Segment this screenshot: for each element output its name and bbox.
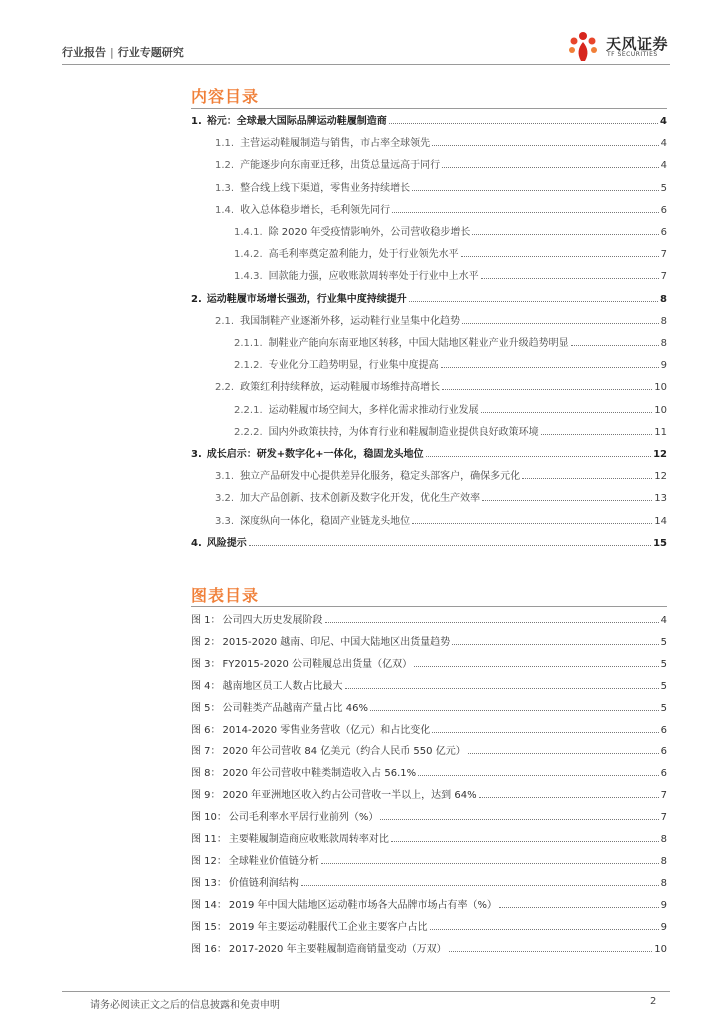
contents-title: 内容目录 — [191, 87, 260, 106]
entry-page-number: 8 — [660, 877, 667, 889]
entry-number: 图 9： — [191, 790, 221, 802]
entry-text: 收入总体稳步增长，毛利领先同行 — [240, 204, 391, 216]
dot-leader — [391, 832, 659, 842]
figure-entry[interactable] — [191, 744, 667, 759]
toc-entry[interactable] — [191, 536, 667, 551]
entry-number: 2.1.2. — [234, 360, 263, 372]
entry-page-number: 5 — [660, 182, 667, 194]
entry-number: 4. — [191, 537, 202, 549]
entry-page-number: 10 — [654, 382, 667, 394]
dot-leader — [462, 314, 659, 324]
entry-page-number: 11 — [654, 426, 667, 438]
entry-number: 图 7： — [191, 746, 221, 758]
entry-text: 成长启示：研发+数字化+一体化，稳固龙头地位 — [206, 449, 424, 460]
entry-label — [191, 789, 477, 803]
entry-page-number: 9 — [660, 899, 667, 911]
entry-page-number: 4 — [660, 615, 667, 626]
figure-entry[interactable] — [191, 810, 667, 825]
contents-title-divider — [191, 108, 667, 109]
entry-text: 加大产品创新、技术创新及数字化开发，优化生产效率 — [240, 493, 481, 505]
logo-mark-icon — [566, 30, 604, 64]
entry-label — [191, 115, 387, 129]
entry-number: 2.2. — [215, 382, 235, 394]
entry-text: 2020 年亚洲地区收入约占公司营收一半以上，达到 64% — [222, 790, 477, 802]
entry-text: 2017-2020 年主要鞋履制造商销量变动（万双） — [228, 943, 447, 955]
entry-label — [191, 855, 319, 869]
dot-leader — [449, 942, 653, 952]
entry-number: 图 2： — [191, 636, 221, 648]
toc-entry[interactable] — [191, 469, 667, 484]
entry-label — [191, 833, 389, 847]
entry-label — [191, 636, 450, 650]
entry-text: 运动鞋履市场增长强劲，行业集中度持续提升 — [206, 293, 407, 305]
dot-leader — [301, 876, 659, 886]
dot-leader — [522, 469, 652, 479]
entry-number: 3.1. — [215, 471, 235, 483]
figure-entry[interactable] — [191, 898, 667, 913]
entry-label — [191, 293, 407, 307]
dot-leader — [472, 225, 658, 235]
entry-text: 公司鞋类产品越南产量占比 46% — [222, 702, 368, 714]
entry-label — [191, 943, 447, 957]
entry-label — [215, 159, 440, 173]
entry-number: 图 16： — [191, 943, 227, 955]
toc-entry[interactable] — [191, 514, 667, 529]
entry-label — [191, 745, 466, 759]
dot-leader — [426, 447, 652, 457]
entry-text: 独立产品研发中心提供差异化服务，稳定头部客户，确保多元化 — [240, 471, 521, 483]
entry-number: 1. — [191, 116, 202, 127]
entry-text: 高毛利率奠定盈利能力，处于行业领先水平 — [268, 249, 459, 261]
entry-number: 2.1. — [215, 315, 235, 327]
entry-number: 2.1.1. — [234, 338, 263, 349]
entry-label — [215, 470, 520, 484]
entry-label — [191, 680, 343, 694]
entry-label — [215, 204, 390, 218]
entry-text: 除 2020 年受疫情影响外，公司营收稳步增长 — [268, 227, 471, 238]
toc-entry[interactable] — [191, 114, 667, 129]
entry-label — [191, 811, 378, 825]
entry-number: 1.4.1. — [234, 227, 263, 238]
entry-page-number: 8 — [660, 855, 667, 867]
toc-entry[interactable] — [191, 425, 667, 440]
entry-text: 深度纵向一体化，稳固产业链龙头地位 — [240, 515, 411, 527]
entry-label — [191, 537, 247, 551]
entry-page-number: 6 — [660, 768, 667, 780]
entry-text: 价值链利润结构 — [228, 877, 299, 889]
dot-leader — [414, 657, 659, 667]
entry-number: 图 3： — [191, 658, 221, 670]
entry-label — [215, 315, 460, 329]
entry-number: 图 13： — [191, 877, 227, 889]
entry-number: 2.2.1. — [234, 404, 263, 416]
figure-entry[interactable] — [191, 876, 667, 891]
entry-number: 图 14： — [191, 899, 227, 911]
entry-page-number: 5 — [660, 702, 667, 714]
dot-leader — [571, 336, 659, 346]
entry-text: 2020 年公司营收中鞋类制造收入占 56.1% — [222, 768, 417, 780]
dot-leader — [432, 723, 658, 733]
dot-leader — [442, 158, 659, 168]
entry-text: 2019 年中国大陆地区运动鞋市场各大品牌市场占有率（%） — [228, 899, 498, 911]
dot-leader — [430, 920, 659, 930]
dot-leader — [452, 635, 658, 645]
entry-text: 主要鞋履制造商应收账款周转率对比 — [228, 834, 389, 845]
dot-leader — [325, 613, 659, 623]
entry-number: 图 12： — [191, 855, 227, 867]
figure-entry[interactable] — [191, 635, 667, 650]
dot-leader — [482, 491, 652, 501]
entry-label — [191, 614, 323, 628]
entry-number: 1.4.3. — [234, 271, 263, 283]
dot-leader — [392, 203, 659, 213]
entry-number: 1.4. — [215, 204, 235, 216]
entry-number: 1.4.2. — [234, 249, 263, 261]
dot-leader — [479, 788, 659, 798]
entry-number: 图 15： — [191, 921, 227, 933]
entry-number: 3. — [191, 449, 202, 460]
dot-leader — [432, 136, 659, 146]
entry-number: 2. — [191, 293, 202, 305]
entry-page-number: 8 — [660, 338, 667, 349]
entry-text: 我国制鞋产业逐渐外移，运动鞋行业呈集中化趋势 — [240, 315, 461, 327]
entry-page-number: 5 — [660, 658, 667, 670]
figures-title: 图表目录 — [191, 586, 260, 605]
entry-text: 运动鞋履市场空间大，多样化需求推动行业发展 — [268, 404, 479, 416]
dot-leader — [409, 292, 658, 302]
entry-label — [191, 899, 497, 913]
toc-entry[interactable] — [191, 336, 667, 351]
entry-text: 政策红利持续释放，运动鞋履市场维持高增长 — [240, 382, 441, 394]
entry-page-number: 12 — [654, 471, 667, 483]
toc-entry[interactable] — [191, 181, 667, 196]
entry-page-number: 10 — [654, 943, 667, 955]
entry-number: 1.1. — [215, 138, 235, 150]
figure-entry[interactable] — [191, 613, 667, 628]
dot-leader — [541, 425, 653, 435]
entry-page-number: 5 — [660, 680, 667, 692]
dot-leader — [499, 898, 659, 908]
entry-label — [215, 492, 480, 506]
entry-number: 2.2.2. — [234, 426, 263, 438]
figure-entry[interactable] — [191, 832, 667, 847]
toc-entry[interactable] — [191, 358, 667, 373]
dot-leader — [442, 380, 652, 390]
entry-text: 风险提示 — [206, 537, 247, 549]
toc-entry[interactable] — [191, 292, 667, 307]
entry-text: 整合线上线下渠道，零售业务持续增长 — [240, 182, 411, 194]
entry-text: 回款能力强，应收账款周转率处于行业中上水平 — [268, 271, 479, 283]
toc-entry[interactable] — [191, 225, 667, 240]
entry-label — [234, 337, 569, 351]
toc-entry[interactable] — [191, 203, 667, 218]
entry-text: 2020 年公司营收 84 亿美元（约合人民币 550 亿元） — [222, 746, 466, 758]
entry-text: 公司毛利率水平居行业前列（%） — [228, 812, 379, 824]
figure-entry[interactable] — [191, 657, 667, 672]
footer-disclaimer: 请务必阅读正文之后的信息披露和免责申明 — [90, 1000, 280, 1011]
toc-entry[interactable] — [191, 314, 667, 329]
entry-number: 图 6： — [191, 724, 221, 736]
entry-text: 国内外政策扶持，为体育行业和鞋履制造业提供良好政策环境 — [268, 426, 539, 438]
entry-text: 裕元：全球最大国际品牌运动鞋履制造商 — [206, 116, 387, 127]
entry-number: 图 8： — [191, 768, 221, 780]
toc-entry[interactable] — [191, 491, 667, 506]
entry-number: 1.3. — [215, 182, 235, 194]
figure-entry[interactable] — [191, 854, 667, 869]
dot-leader — [370, 701, 659, 711]
entry-label — [191, 921, 428, 935]
entry-text: 2019 年主要运动鞋服代工企业主要客户占比 — [228, 921, 428, 933]
report-subtype: 行业专题研究 — [117, 46, 184, 59]
footer-divider — [62, 991, 670, 992]
entry-label — [191, 448, 424, 462]
dot-leader — [468, 744, 659, 754]
entry-label — [191, 724, 430, 738]
entry-page-number: 7 — [660, 249, 667, 261]
company-logo — [566, 30, 670, 64]
toc-entry[interactable] — [191, 158, 667, 173]
toc-entry[interactable] — [191, 380, 667, 395]
entry-page-number: 7 — [660, 812, 667, 824]
entry-page-number: 13 — [654, 493, 667, 505]
entry-label — [215, 137, 430, 151]
entry-label — [215, 515, 410, 529]
entry-page-number: 15 — [653, 537, 667, 549]
entry-text: 制鞋业产能向东南亚地区转移，中国大陆地区鞋业产业升级趋势明显 — [268, 338, 569, 349]
entry-number: 图 10： — [191, 812, 227, 824]
entry-label — [234, 248, 459, 262]
logo-text-en: TF SECURITIES — [607, 51, 658, 58]
figure-entry[interactable] — [191, 942, 667, 957]
figure-entry[interactable] — [191, 788, 667, 803]
entry-text: 专业化分工趋势明显，行业集中度提高 — [268, 360, 439, 372]
dot-leader — [412, 181, 659, 191]
entry-page-number: 6 — [660, 746, 667, 758]
entry-page-number: 14 — [654, 515, 667, 527]
toc-entry[interactable] — [191, 403, 667, 418]
dot-leader — [481, 269, 659, 279]
entry-page-number: 8 — [660, 315, 667, 327]
header-divider — [62, 64, 670, 65]
dot-leader — [481, 403, 653, 413]
entry-text: 全球鞋业价值链分析 — [228, 855, 319, 867]
entry-page-number: 6 — [660, 724, 667, 736]
entry-page-number: 9 — [660, 360, 667, 372]
entry-text: 2015-2020 越南、印尼、中国大陆地区出货量趋势 — [222, 636, 451, 648]
entry-number: 图 11： — [191, 834, 227, 845]
report-category — [62, 44, 184, 60]
dot-leader — [418, 766, 659, 776]
entry-number: 图 1： — [191, 615, 221, 626]
entry-label — [191, 658, 412, 672]
entry-page-number: 8 — [660, 834, 667, 845]
entry-page-number: 12 — [653, 449, 667, 460]
entry-label — [215, 182, 410, 196]
entry-number: 1.2. — [215, 160, 235, 172]
entry-number: 3.2. — [215, 493, 235, 505]
entry-text: 产能逐步向东南亚迁移，出货总量远高于同行 — [240, 160, 441, 172]
toc-entry[interactable] — [191, 269, 667, 284]
entry-label — [191, 702, 368, 716]
figure-entry[interactable] — [191, 723, 667, 738]
toc-entry[interactable] — [191, 136, 667, 151]
dot-leader — [249, 536, 651, 546]
entry-page-number: 5 — [660, 636, 667, 648]
entry-page-number: 8 — [660, 293, 667, 305]
figure-entry[interactable] — [191, 679, 667, 694]
entry-text: 公司四大历史发展阶段 — [222, 615, 323, 626]
logo-text-cn: 天风证券 — [606, 35, 669, 53]
figure-entry[interactable] — [191, 766, 667, 781]
entry-label — [215, 381, 440, 395]
entry-text: 主营运动鞋履制造与销售，市占率全球领先 — [240, 138, 431, 150]
dot-leader — [412, 514, 652, 524]
entry-page-number: 10 — [654, 404, 667, 416]
figure-entry[interactable] — [191, 920, 667, 935]
entry-label — [234, 226, 470, 240]
entry-page-number: 4 — [660, 116, 667, 127]
dot-leader — [389, 114, 658, 124]
dot-leader — [345, 679, 659, 689]
entry-label — [234, 270, 479, 284]
entry-page-number: 4 — [660, 160, 667, 172]
entry-label — [234, 404, 479, 418]
entry-label — [234, 426, 539, 440]
entry-text: 2014-2020 零售业务营收（亿元）和占比变化 — [222, 724, 431, 736]
entry-text: 越南地区员工人数占比最大 — [222, 680, 343, 692]
entry-page-number: 4 — [660, 138, 667, 150]
entry-page-number: 7 — [660, 271, 667, 283]
toc-entry[interactable] — [191, 247, 667, 262]
entry-page-number: 6 — [660, 204, 667, 216]
page-number: 2 — [650, 996, 657, 1007]
figure-entry[interactable] — [191, 701, 667, 716]
entry-label — [191, 877, 299, 891]
dot-leader — [441, 358, 659, 368]
report-type: 行业报告 — [62, 46, 106, 59]
dot-leader — [380, 810, 658, 820]
entry-page-number: 6 — [660, 227, 667, 238]
header-separator: | — [110, 46, 114, 59]
entry-label — [234, 359, 439, 373]
entry-number: 3.3. — [215, 515, 235, 527]
entry-page-number: 9 — [660, 921, 667, 933]
entry-page-number: 7 — [660, 790, 667, 802]
entry-number: 图 4： — [191, 680, 221, 692]
dot-leader — [321, 854, 659, 864]
entry-label — [191, 767, 416, 781]
entry-text: FY2015-2020 公司鞋履总出货量（亿双） — [222, 658, 413, 670]
dot-leader — [461, 247, 659, 257]
entry-number: 图 5： — [191, 702, 221, 714]
figures-title-divider — [191, 606, 667, 607]
toc-entry[interactable] — [191, 447, 667, 462]
